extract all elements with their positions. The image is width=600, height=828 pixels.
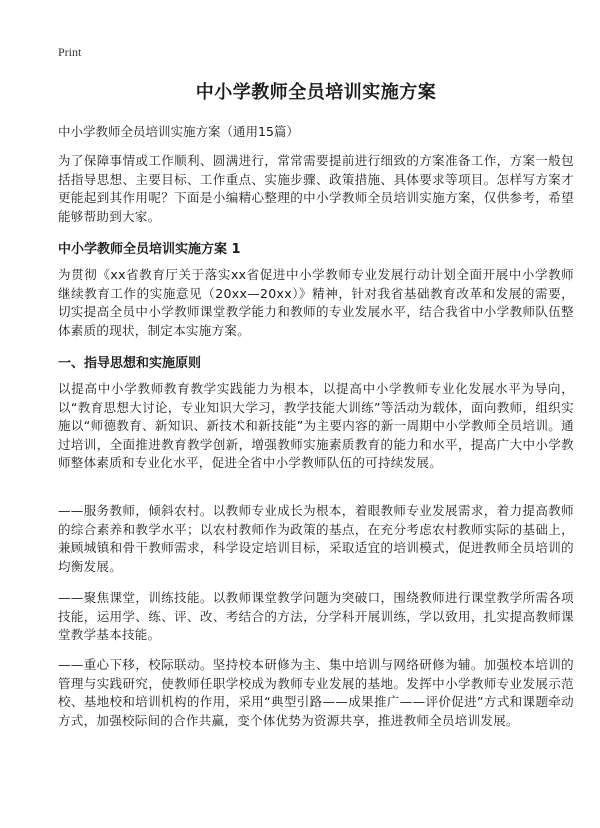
principle-paragraph-1: ——服务教师，倾斜农村。以教师专业成长为根本，着眼教师专业发展需求，着力提高教师的综合素养和教学水平；以农村教师作为政策的基点，在充分考虑农村教师实际的基础上，兼顾城镇和骨干教师需求，科学设定培训目标，采取适宜的培训模式，促进教师全员培训的均衡发展。	[58, 503, 574, 574]
section-title: 中小学教师全员培训实施方案 1	[58, 242, 241, 257]
heading-guiding-principles: 一、指导思想和实施原则	[58, 356, 202, 371]
principle-paragraph-2: ——聚焦课堂，训练技能。以教师课堂教学问题为突破口，围绕教师进行课堂教学所需各项技能，运用学、练、评、改、考结合的方法，分学科开展训练，学以致用，扎实提高教师课堂教学基本技能。	[58, 590, 574, 642]
intro-paragraph: 为了保障事情或工作顺利、圆满进行，常常需要提前进行细致的方案准备工作，方案一般包括指导思想、主要目标、工作重点、实施步骤、政策措施、具体要求等项目。怎样写方案才更能起到其作用呢？下面是小编精心整理的中小学教师全员培训实施方案，仅供参考，希望能够帮助到大家。	[58, 153, 574, 224]
document-title: 中小学教师全员培训实施方案	[195, 82, 437, 103]
print-label: Print	[58, 45, 82, 59]
section-intro-paragraph: 为贯彻《xx省教育厅关于落实xx省促进中小学教师专业发展行动计划全面开展中小学教师继续教育工作的实施意见（20xx—20xx）》精神，针对我省基础教育改革和发展的需要，切实提高全员中小学教师课堂教学能力和教师的专业发展水平，结合我省中小学教师队伍整体素质的现状，制定本实施方案。	[58, 267, 574, 338]
guiding-paragraph: 以提高中小学教师教育教学实践能力为根本，以提高中小学教师专业化发展水平为导向，以“教育思想大讨论，专业知识大学习，教学技能大训练”等活动为载体，面向教师，组织实施以“师德教育、新知识、新技术和新技能”为主要内容的新一周期中小学教师全员培训。通过培训，全面推进教育教学创新，增强教师实施素质教育的能力和水平，提高广大中小学教师整体素质和专业化水平，促进全省中小学教师队伍的可持续发展。	[58, 381, 574, 470]
document-subtitle: 中小学教师全员培训实施方案（通用15篇）	[58, 124, 299, 139]
principle-paragraph-3: ——重心下移，校际联动。坚持校本研修为主、集中培训与网络研修为辅。加强校本培训的管理与实践研究，使教师任职学校成为教师专业发展的基地。发挥中小学教师专业发展示范校、基地校和培训机构的作用，采用“典型引路——成果推广——评价促进”方式和课题牵动方式，加强校际间的合作共赢，变个体优势为资源共享，推进教师全员培训发展。	[58, 657, 574, 728]
